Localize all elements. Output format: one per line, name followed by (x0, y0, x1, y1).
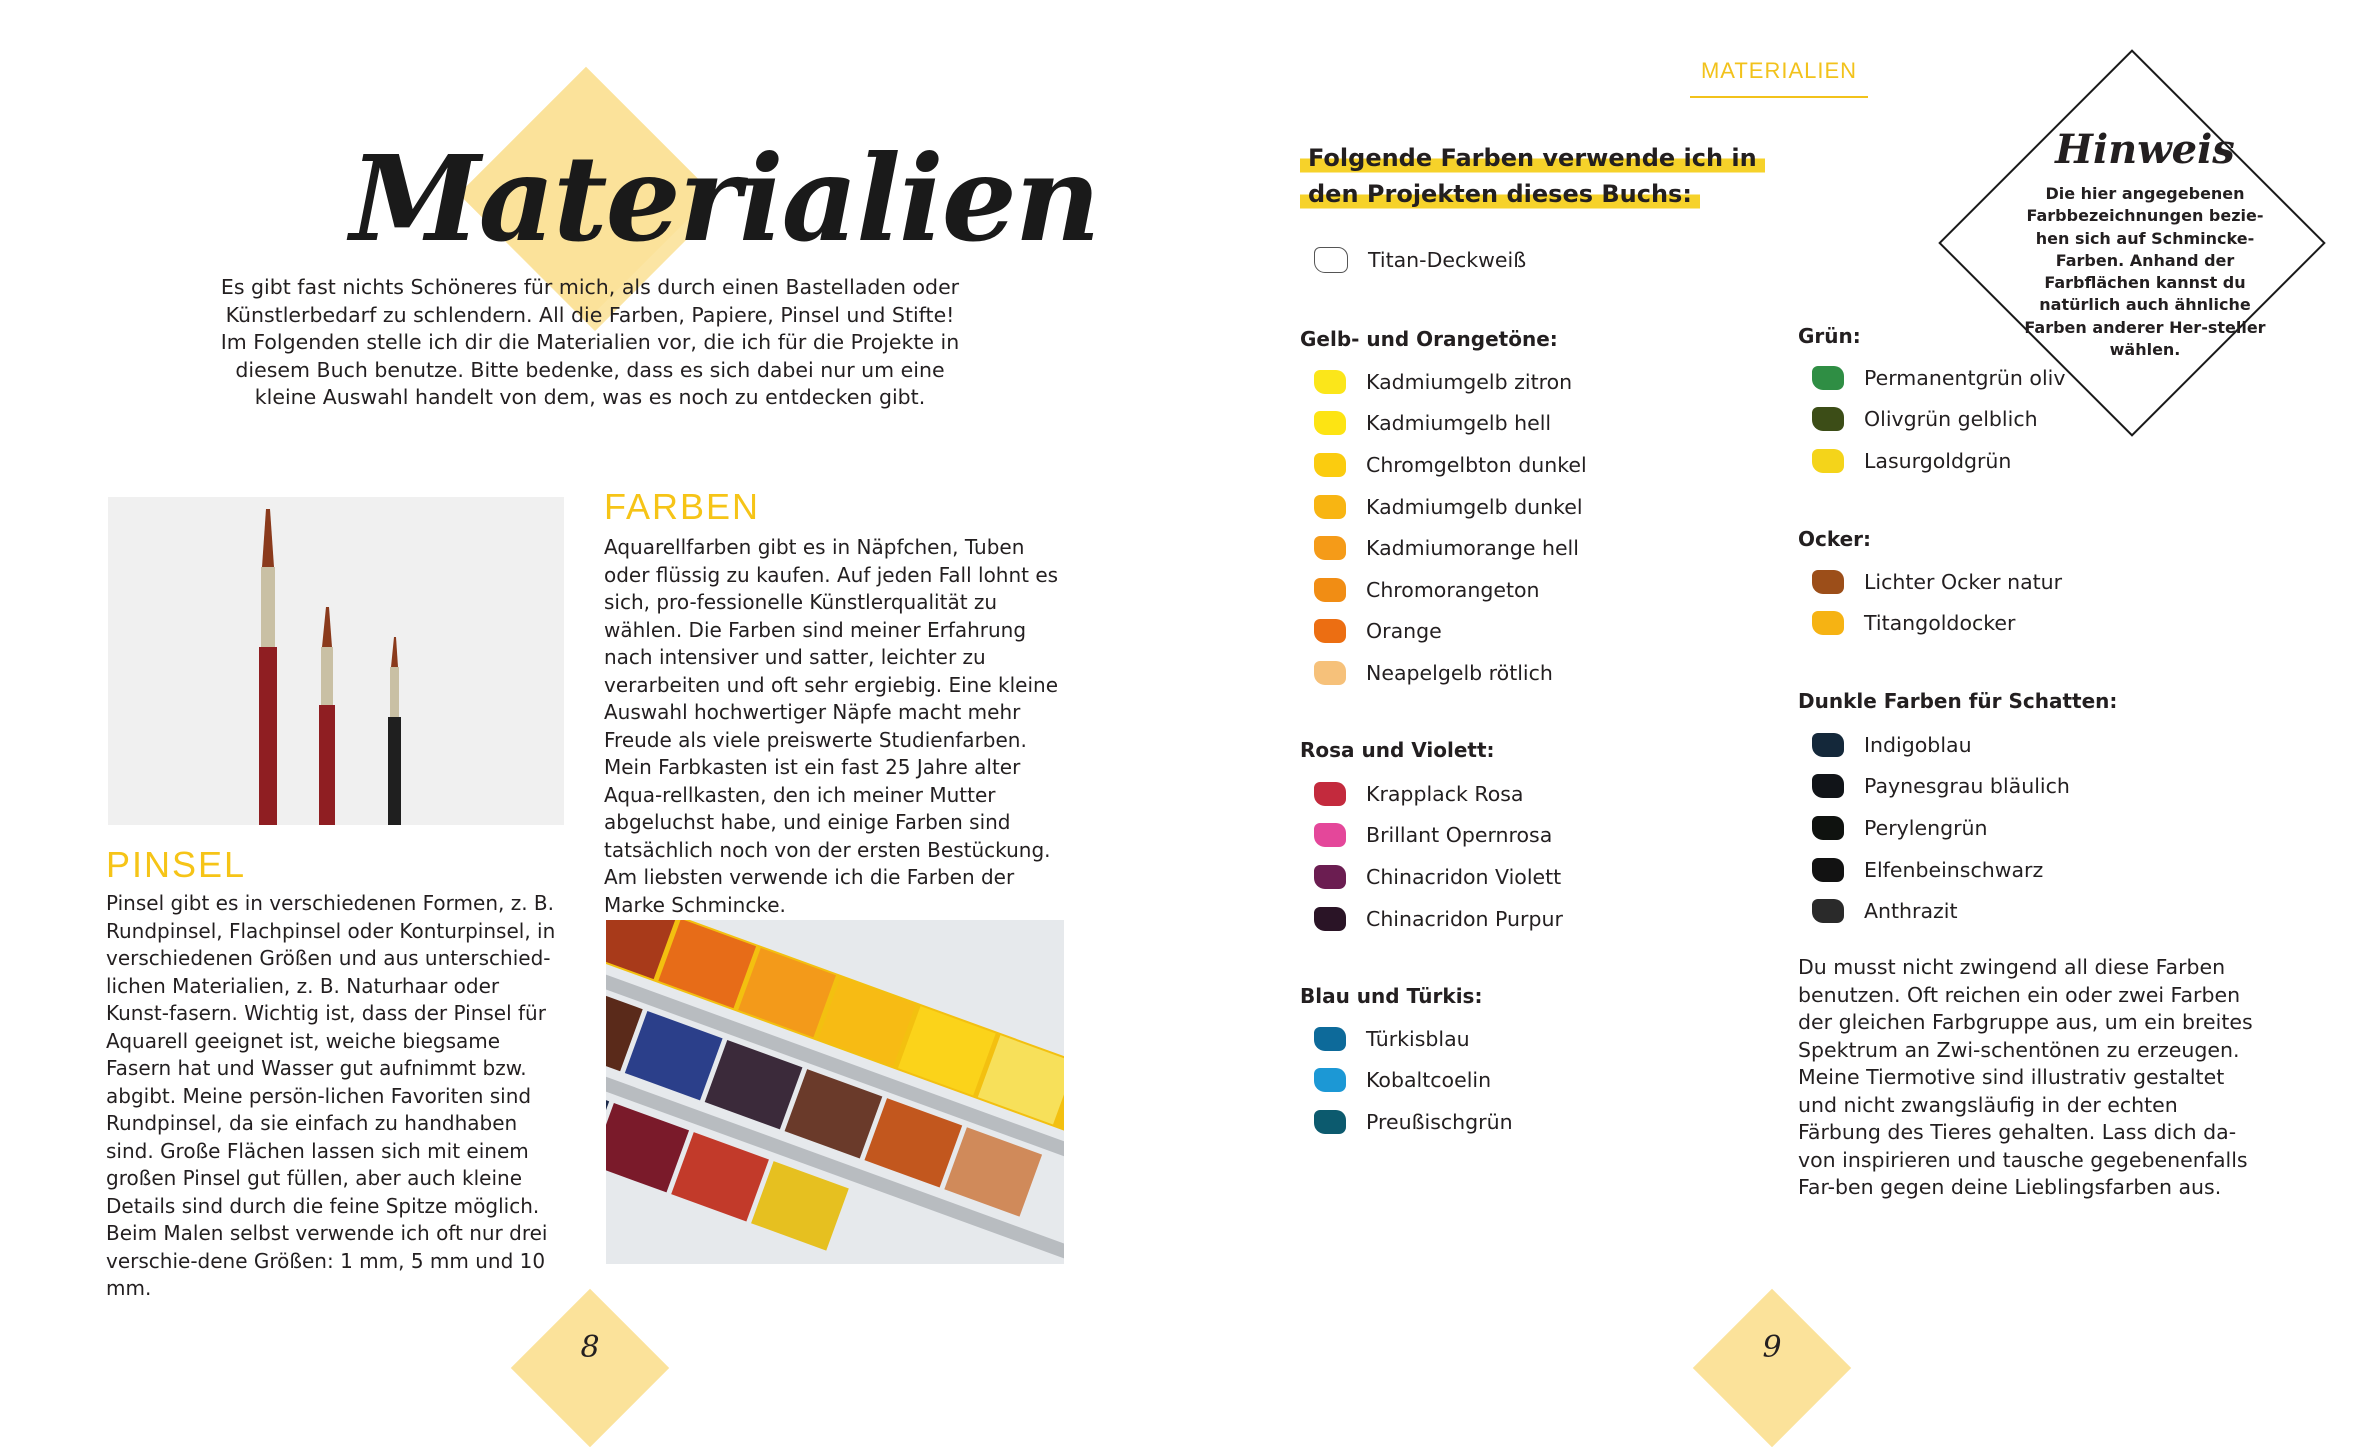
swatch-label: Lichter Ocker natur (1864, 569, 2063, 594)
closing-paragraph: Du musst nicht zwingend all diese Farben benutzen. Oft reichen ein oder zwei Farben der gleichen Farbgruppe aus, um ein breites Spektrum an Zwi-schentönen zu erzeugen. Meine Tiermotive sind illustrativ gestaltet und nicht zwangsläufig in der echten Färbung des Tieres gehalten. Lass dich da-von inspirieren und tausche gegebenenfalls Far-ben gegen deine Lieblingsfarben aus. (1798, 955, 2253, 1199)
color-swatch (1812, 899, 1844, 923)
color-swatch (1314, 370, 1346, 394)
color-list-dunkel (1798, 724, 2070, 932)
color-swatch (1314, 1068, 1346, 1092)
intro-paragraph: Es gibt fast nichts Schöneres für mich, als durch einen Bastelladen oder Künstlerbedarf zu schlendern. All die Farben, Papiere, Pinsel und Stifte! Im Folgenden stelle ich dir die Materialien vor, die ich für die Projekte in diesem Buch benutze. Bitte bedenke, dass es sich dabei nur um eine kleine Auswahl handelt von dem, was es noch zu entdecken gibt. (220, 275, 960, 409)
swatch-row (1798, 849, 2070, 891)
swatch-label: Chromorangeton (1366, 577, 1540, 602)
color-list-gruen (1798, 357, 2066, 482)
swatch-row (1300, 361, 1587, 403)
swatch-row (1300, 1060, 1513, 1102)
swatch-label: Kadmiumgelb zitron (1366, 369, 1573, 394)
pinsel-paragraph: Pinsel gibt es in verschiedenen Formen, z. B. Rundpinsel, Flachpinsel oder Konturpinsel, in verschiedenen Größen und aus unterschied-lichen Materialien, z. B. Naturhaar oder Kunst-fasern. Wichtig ist, dass der Pinsel für Aquarell geeignet ist, weiche biegsame Fasern hat und Wasser gut aufnimmt bzw. abgibt. Meine persön-lichen Favoriten sind Rundpinsel, da sie einfach zu handhaben sind. Große Flächen lassen sich mit einem großen Pinsel gut füllen, aber auch kleine Details sind durch die feine Spitze möglich. Beim Malen selbst verwende ich oft nur drei verschie-dene Größen: 1 mm, 5 mm und 10 mm. (106, 891, 556, 1300)
swatch-label: Chinacridon Violett (1366, 864, 1562, 889)
color-swatch (1314, 1027, 1346, 1051)
color-swatch (1314, 823, 1346, 847)
swatch-row (1798, 766, 2070, 808)
page-number-diamond-right (1693, 1289, 1851, 1447)
category-gruen: Grün: (1798, 324, 1861, 348)
color-swatch (1812, 449, 1844, 473)
pinsel-heading: PINSEL (106, 844, 247, 885)
color-list-gelb (1300, 361, 1587, 694)
swatch-row (1300, 527, 1587, 569)
hinweis-title: Hinweis (2055, 126, 2235, 173)
color-swatch (1314, 661, 1346, 685)
swatch-white (1314, 247, 1348, 273)
swatch-label: Chinacridon Purpur (1366, 906, 1563, 931)
page-number-diamond-left (511, 1289, 669, 1447)
swatch-row (1300, 486, 1587, 528)
swatch-row (1798, 603, 2062, 645)
color-swatch (1812, 570, 1844, 594)
color-swatch (1812, 611, 1844, 635)
swatch-label: Permanentgrün oliv (1864, 365, 2066, 390)
color-swatch (1812, 774, 1844, 798)
swatch-label: Olivgrün gelblich (1864, 407, 2038, 432)
swatch-label: Kadmiumgelb dunkel (1366, 494, 1583, 519)
color-swatch (1314, 453, 1346, 477)
brushes-photo (108, 497, 564, 825)
swatch-row (1300, 239, 1526, 281)
page-number-right: 9 (1762, 1330, 1782, 1365)
color-list-blau (1300, 1018, 1513, 1143)
swatch-row (1798, 807, 2070, 849)
farben-heading: FARBEN (604, 486, 761, 527)
swatch-label: Elfenbeinschwarz (1864, 857, 2044, 882)
swatch-row (1798, 357, 2066, 399)
swatch-label: Indigoblau (1864, 732, 1972, 757)
color-swatch (1812, 858, 1844, 882)
color-swatch (1314, 411, 1346, 435)
swatch-label: Brillant Opernrosa (1366, 823, 1553, 848)
swatch-label: Kadmiumorange hell (1366, 536, 1579, 561)
swatch-row (1798, 440, 2066, 482)
category-dunkel: Dunkle Farben für Schatten: (1798, 689, 2118, 713)
color-swatch (1314, 1110, 1346, 1134)
swatch-row (1798, 724, 2070, 766)
color-swatch (1812, 366, 1844, 390)
swatch-row (1300, 569, 1587, 611)
swatch-row (1300, 444, 1587, 486)
paintbox-illustration (606, 920, 1064, 1264)
color-swatch (1314, 782, 1346, 806)
swatch-label: Orange (1366, 619, 1442, 644)
category-rosa-violett: Rosa und Violett: (1300, 738, 1495, 762)
swatch-label: Preußischgrün (1366, 1109, 1513, 1134)
swatch-row (1300, 403, 1587, 445)
color-swatch (1314, 495, 1346, 519)
swatch-label: Türkisblau (1366, 1026, 1470, 1051)
lead-heading-line-1: Folgende Farben verwende ich in (1300, 140, 1765, 176)
color-swatch (1314, 907, 1346, 931)
swatch-label: Kadmiumgelb hell (1366, 411, 1552, 436)
swatch-label: Neapelgelb rötlich (1366, 660, 1553, 685)
swatch-row (1300, 815, 1563, 857)
color-swatch (1812, 733, 1844, 757)
swatch-label: Paynesgrau bläulich (1864, 774, 2070, 799)
swatch-label: Kobaltcoelin (1366, 1068, 1492, 1093)
swatch-row (1300, 652, 1587, 694)
color-swatch (1812, 816, 1844, 840)
color-list-rosa (1300, 773, 1563, 939)
swatch-label: Anthrazit (1864, 899, 1958, 924)
paintbox-photo (606, 920, 1064, 1264)
color-swatch (1314, 578, 1346, 602)
swatch-row (1798, 399, 2066, 441)
swatch-row (1798, 890, 2070, 932)
category-blau-tuerkis: Blau und Türkis: (1300, 984, 1483, 1008)
lead-heading (1300, 140, 1765, 212)
page-title: Materialien (350, 129, 1099, 268)
swatch-row (1300, 856, 1563, 898)
color-swatch (1314, 619, 1346, 643)
color-swatch (1314, 865, 1346, 889)
brushes-illustration (108, 497, 564, 825)
swatch-label: Chromgelbton dunkel (1366, 452, 1587, 477)
swatch-label: Lasurgoldgrün (1864, 448, 2012, 473)
color-swatch (1812, 407, 1844, 431)
swatch-label: Titangoldocker (1864, 611, 2016, 636)
color-swatch (1314, 536, 1346, 560)
running-header: MATERIALIEN (1690, 58, 1868, 98)
swatch-row (1300, 611, 1587, 653)
hinweis-text: Die hier angegebenen Farbbezeichnungen bezie-hen sich auf Schmincke-Farben. Anhand der Farbflächen kannst du natürlich auch ähnliche Farben anderer Her-steller wählen. (2024, 184, 2266, 360)
category-ocker: Ocker: (1798, 527, 1872, 551)
swatch-row (1798, 561, 2062, 603)
page-number-left: 8 (580, 1330, 600, 1365)
white-swatch-row (1300, 239, 1526, 281)
lead-heading-line-2: den Projekten dieses Buchs: (1300, 176, 1700, 212)
swatch-label: Krapplack Rosa (1366, 781, 1524, 806)
swatch-row (1300, 773, 1563, 815)
swatch-row (1300, 1101, 1513, 1143)
swatch-row (1300, 1018, 1513, 1060)
farben-paragraph: Aquarellfarben gibt es in Näpfchen, Tuben oder flüssig zu kaufen. Auf jeden Fall lohnt es sich, pro-fessionelle Künstlerqualität zu wählen. Die Farben sind meiner Erfahrung nach intensiver und satter, leichter zu verarbeiten und oft sehr ergiebig. Eine kleine Auswahl hochwertiger Näpfe macht mehr Freude als viele preiswerte Studienfarben. Mein Farbkasten ist ein fast 25 Jahre alter Aqua-rellkasten, den ich meiner Mutter abgeluchst habe, und einige Farben sind tatsächlich noch von der ersten Bestückung. Am liebsten verwende ich die Farben der Marke Schmincke. (604, 535, 1059, 917)
swatch-label: Perylengrün (1864, 815, 1988, 840)
category-gelb-orange: Gelb- und Orangetöne: (1300, 327, 1558, 351)
color-list-ocker (1798, 561, 2062, 644)
swatch-row (1300, 898, 1563, 940)
swatch-label: Titan-Deckweiß (1368, 247, 1527, 272)
